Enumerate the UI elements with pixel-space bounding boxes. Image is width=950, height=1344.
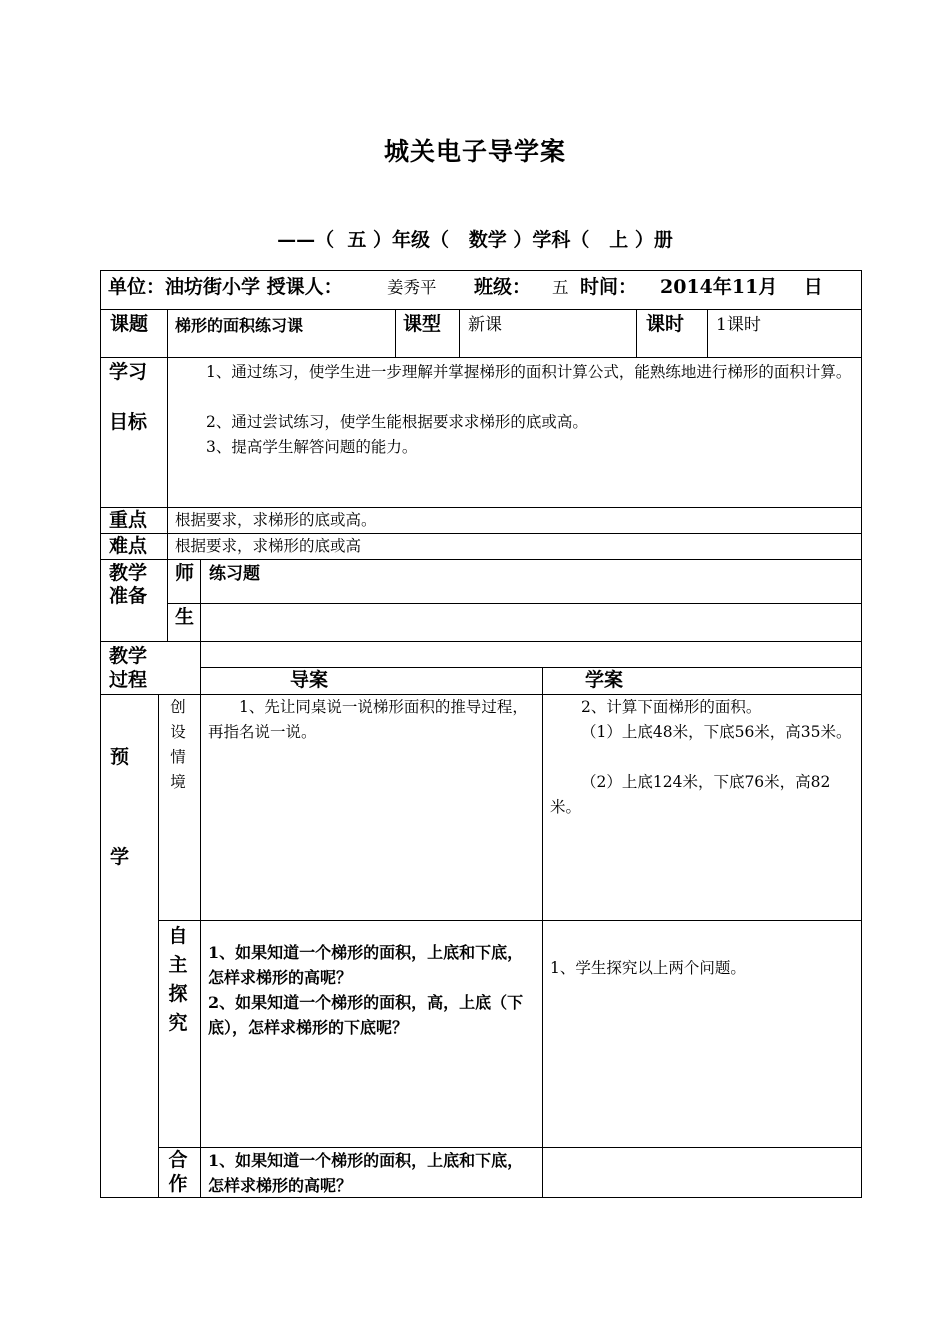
objectives-label-2: 目标 <box>109 411 148 433</box>
page-title: 城关电子导学案 <box>383 137 566 166</box>
process-label-2: 过程 <box>109 669 148 691</box>
study-text: 1、学生探究以上两个问题。 <box>550 959 746 977</box>
topic-value: 梯形的面积练习课 <box>175 316 304 335</box>
column-divider <box>542 667 543 1198</box>
key-point-value: 根据要求，求梯形的底或高。 <box>175 511 377 529</box>
page-subtitle: ——（ 五 ）年级（ 数学 ）学科（ 上 ）册 <box>277 229 673 251</box>
hours-value: 1课时 <box>716 315 761 335</box>
column-divider <box>459 309 460 357</box>
teacher-label: 授课人： <box>266 276 343 298</box>
study-text: （1）上底48米，下底56米，高35米。 <box>581 723 852 741</box>
teacher-value: 姜秀平 <box>387 278 437 297</box>
row-divider <box>100 309 862 310</box>
column-divider <box>395 309 396 357</box>
guide-text: 1、如果知道一个梯形的面积，上底和下底，怎样求梯形的高呢？ <box>208 1151 524 1195</box>
difficult-point-label: 难点 <box>109 535 148 557</box>
column-divider <box>200 641 201 1198</box>
column-divider <box>707 309 708 357</box>
info-row <box>108 274 343 300</box>
type-label: 课型 <box>403 313 442 335</box>
objective-item-1: 1、通过练习，使学生进一步理解并掌握梯形的面积计算公式，能熟练地进行梯形的面积计算。 <box>206 363 852 381</box>
stage-label-1: 预 <box>110 746 130 768</box>
column-divider <box>167 309 168 641</box>
preparation-label-1: 教学 <box>109 562 148 584</box>
hours-label: 课时 <box>646 313 685 335</box>
objective-item-3: 3、提高学生解答问题的能力。 <box>206 438 418 456</box>
unit-value: 油坊街小学 <box>165 276 261 298</box>
stage-label-2: 学 <box>110 846 130 868</box>
time-label: 时间： <box>580 276 638 298</box>
difficult-point-value: 根据要求，求梯形的底或高 <box>175 537 362 555</box>
sub-stage-label: 创设情境 <box>170 698 186 791</box>
class-label: 班级： <box>474 276 532 298</box>
sub-stage-label: 合作 <box>168 1149 188 1195</box>
row-divider <box>100 357 862 358</box>
sub-stage-label: 自主探究 <box>168 925 188 1034</box>
preparation-teacher-label: 师 <box>175 562 195 584</box>
type-value: 新课 <box>468 315 502 335</box>
guide-text: 1、先让同桌说一说梯形面积的推导过程，再指名说一说。 <box>208 698 528 741</box>
preparation-teacher-value: 练习题 <box>209 564 260 584</box>
column-divider <box>200 559 201 641</box>
objective-item-2: 2、通过尝试练习，使学生能根据要求求梯形的底或高。 <box>206 413 588 431</box>
study-header: 学案 <box>585 669 624 691</box>
guide-header: 导案 <box>290 669 329 691</box>
guide-text: 2、如果知道一个梯形的面积，高，上底（下底），怎样求梯形的下底呢？ <box>208 993 524 1037</box>
key-point-label: 重点 <box>109 509 148 531</box>
row-divider <box>158 920 862 921</box>
column-divider <box>158 694 159 1198</box>
study-text: （2）上底124米，下底76米，高82米。 <box>550 773 831 816</box>
row-divider <box>100 641 862 642</box>
guide-text: 1、如果知道一个梯形的面积，上底和下底，怎样求梯形的高呢？ <box>208 943 524 987</box>
time-value: 2014年11月 日 <box>660 276 823 298</box>
process-label-1: 教学 <box>109 645 148 667</box>
preparation-label-2: 准备 <box>109 585 148 607</box>
class-value: 五 <box>552 278 569 297</box>
preparation-student-label: 生 <box>175 606 195 628</box>
objectives-label-1: 学习 <box>109 361 148 383</box>
row-divider <box>100 559 862 560</box>
study-text: 2、计算下面梯形的面积。 <box>581 698 762 716</box>
row-divider <box>167 603 862 604</box>
unit-label: 单位： <box>108 276 166 298</box>
topic-label: 课题 <box>110 313 149 335</box>
column-divider <box>636 309 637 357</box>
